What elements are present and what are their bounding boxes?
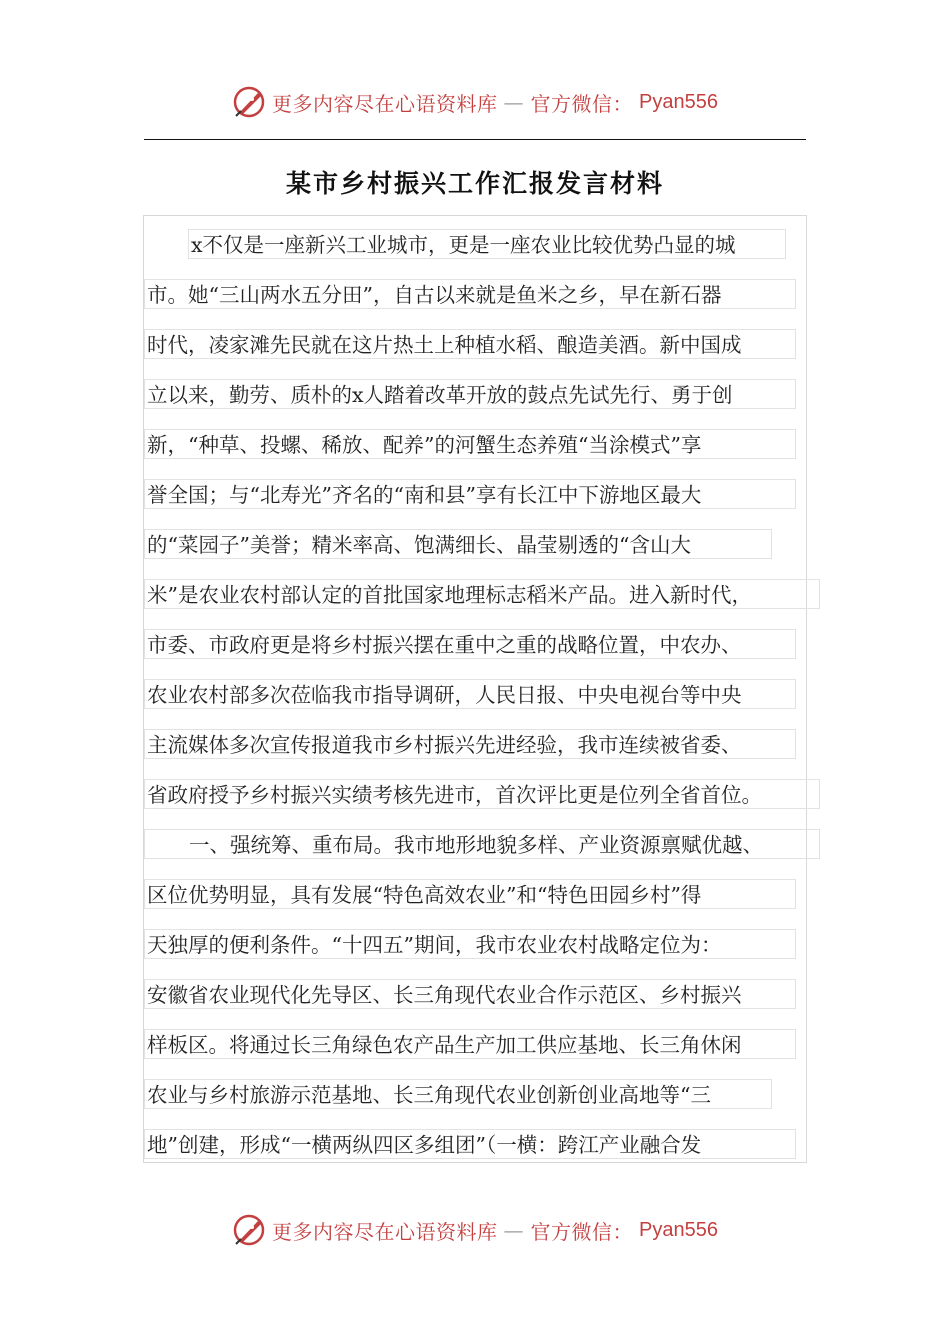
- banner-label: 官方微信：: [530, 91, 634, 116]
- text-line: 安徽省农业现代化先导区、长三角现代农业合作示范区、乡村振兴: [144, 979, 796, 1009]
- text-line: 省政府授予乡村振兴实绩考核先进市，首次评比更是位列全省首位。: [144, 779, 820, 809]
- banner-wechat-id: Pyan556: [639, 1218, 718, 1241]
- banner-brand: 更多内容尽在心语资料库: [272, 1219, 498, 1244]
- text-line: 样板区。将通过长三角绿色农产品生产加工供应基地、长三角休闲: [144, 1029, 796, 1059]
- text-line: 誉全国；与“北寿光”齐名的“南和县”享有长江中下游地区最大: [144, 479, 796, 509]
- text-line: x不仅是一座新兴工业城市，更是一座农业比较优势凸显的城: [188, 229, 786, 259]
- text-line: 米”是农业农村部认定的首批国家地理标志稻米产品。进入新时代，: [144, 579, 820, 609]
- text-line: 的“菜园子”美誉；精米率高、饱满细长、晶莹剔透的“含山大: [144, 529, 772, 559]
- banner-label: 官方微信：: [530, 1219, 634, 1244]
- banner-wechat-id: Pyan556: [639, 90, 718, 113]
- text-line: 农业农村部多次莅临我市指导调研，人民日报、中央电视台等中央: [144, 679, 796, 709]
- banner-separator: —: [503, 1218, 525, 1242]
- text-line: 主流媒体多次宣传报道我市乡村振兴先进经验，我市连续被省委、: [144, 729, 796, 759]
- text-line: 区位优势明显，具有发展“特色高效农业”和“特色田园乡村”得: [144, 879, 796, 909]
- footer-banner: [0, 1210, 950, 1250]
- text-line: 立以来，勤劳、质朴的x人踏着改革开放的鼓点先试先行、勇于创: [144, 379, 796, 409]
- text-line: 市。她“三山两水五分田”，自古以来就是鱼米之乡，早在新石器: [144, 279, 796, 309]
- banner-brand: 更多内容尽在心语资料库: [272, 91, 498, 116]
- banner-separator: —: [503, 90, 525, 114]
- text-line: 地”创建，形成“一横两纵四区多组团”（一横：跨江产业融合发: [144, 1129, 796, 1159]
- text-line: 天独厚的便利条件。“十四五”期间，我市农业农村战略定位为：: [144, 929, 796, 959]
- text-line: 农业与乡村旅游示范基地、长三角现代农业创新创业高地等“三: [144, 1079, 772, 1109]
- text-line: 市委、市政府更是将乡村振兴摆在重中之重的战略位置，中农办、: [144, 629, 796, 659]
- text-line: 一、强统筹、重布局。我市地形地貌多样、产业资源禀赋优越、: [144, 829, 820, 859]
- red-quill-logo-icon: [232, 1213, 266, 1247]
- text-line: 时代，凌家滩先民就在这片热土上种植水稻、酿造美酒。新中国成: [144, 329, 796, 359]
- document-title: 某市乡村振兴工作汇报发言材料: [285, 169, 664, 198]
- text-line: 新，“种草、投螺、稀放、配养”的河蟹生态养殖“当涂模式”享: [144, 429, 796, 459]
